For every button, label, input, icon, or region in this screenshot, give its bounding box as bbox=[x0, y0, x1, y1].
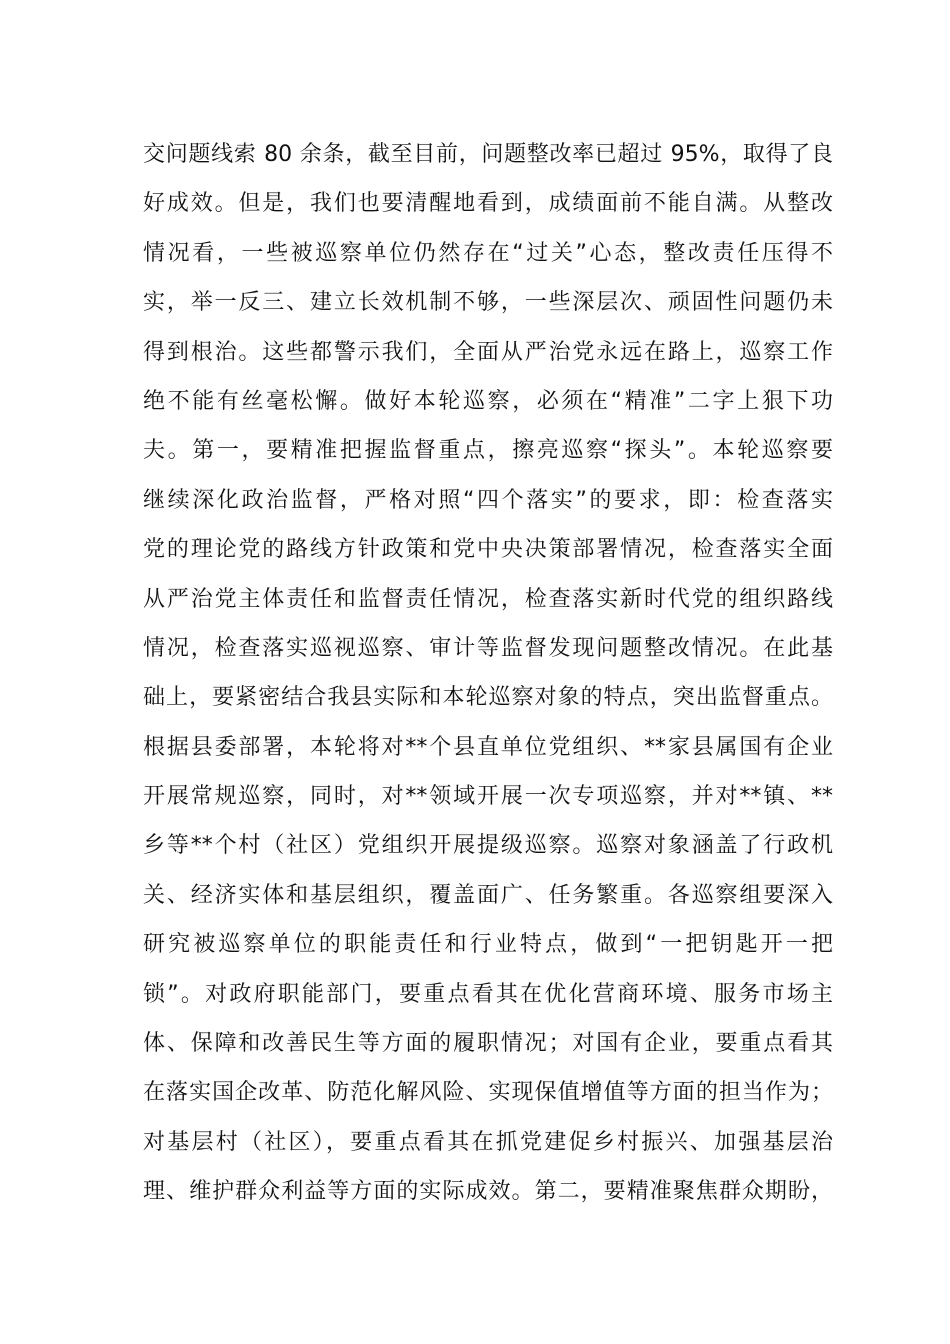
text-line-17: 研究被巡察单位的职能责任和行业特点，做到“一把钥匙开一把 bbox=[143, 932, 833, 958]
text-line-6: 绝不能有丝毫松懈。做好本轮巡察，必须在“精准”二字上狠下功 bbox=[143, 388, 833, 414]
text-line-19: 体、保障和改善民生等方面的履职情况；对国有企业，要重点看其 bbox=[143, 1031, 833, 1057]
text-line-16: 关、经济实体和基层组织，覆盖面广、任务繁重。各巡察组要深入 bbox=[143, 882, 833, 908]
text-line-3: 情况看，一些被巡察单位仍然存在“过关”心态，整改责任压得不 bbox=[143, 240, 833, 266]
text-line-5: 得到根治。这些都警示我们，全面从严治党永远在路上，巡察工作 bbox=[143, 339, 833, 365]
text-line-21: 对基层村（社区），要重点看其在抓党建促乡村振兴、加强基层治 bbox=[143, 1129, 833, 1155]
text-line-20: 在落实国企改革、防范化解风险、实现保值增值等方面的担当作为； bbox=[143, 1080, 833, 1106]
text-line-2: 好成效。但是，我们也要清醒地看到，成绩面前不能自满。从整改 bbox=[143, 191, 833, 217]
text-line-13: 根据县委部署，本轮将对**个县直单位党组织、**家县属国有企业 bbox=[143, 734, 833, 760]
text-line-9: 党的理论党的路线方针政策和党中央决策部署情况，检查落实全面 bbox=[143, 537, 833, 563]
text-line-12: 础上，要紧密结合我县实际和本轮巡察对象的特点，突出监督重点。 bbox=[143, 685, 833, 711]
body-text bbox=[143, 130, 833, 1217]
text-line-4: 实，举一反三、建立长效机制不够，一些深层次、顽固性问题仍未 bbox=[143, 290, 833, 316]
text-line-18: 锁”。对政府职能部门，要重点看其在优化营商环境、服务市场主 bbox=[143, 981, 833, 1007]
text-line-15: 乡等**个村（社区）党组织开展提级巡察。巡察对象涵盖了行政机 bbox=[143, 833, 833, 859]
text-line-10: 从严治党主体责任和监督责任情况，检查落实新时代党的组织路线 bbox=[143, 586, 833, 612]
text-line-7: 夫。第一，要精准把握监督重点，擦亮巡察“探头”。本轮巡察要 bbox=[143, 438, 833, 464]
text-line-22: 理、维护群众利益等方面的实际成效。第二，要精准聚焦群众期盼， bbox=[143, 1179, 833, 1205]
text-line-1: 交问题线索 80 余条，截至目前，问题整改率已超过 95%，取得了良 bbox=[143, 142, 833, 167]
text-line-11: 情况，检查落实巡视巡察、审计等监督发现问题整改情况。在此基 bbox=[143, 635, 833, 661]
text-line-8: 继续深化政治监督，严格对照“四个落实”的要求，即：检查落实 bbox=[143, 487, 833, 513]
text-line-14: 开展常规巡察，同时，对**领域开展一次专项巡察，并对**镇、** bbox=[143, 784, 833, 810]
